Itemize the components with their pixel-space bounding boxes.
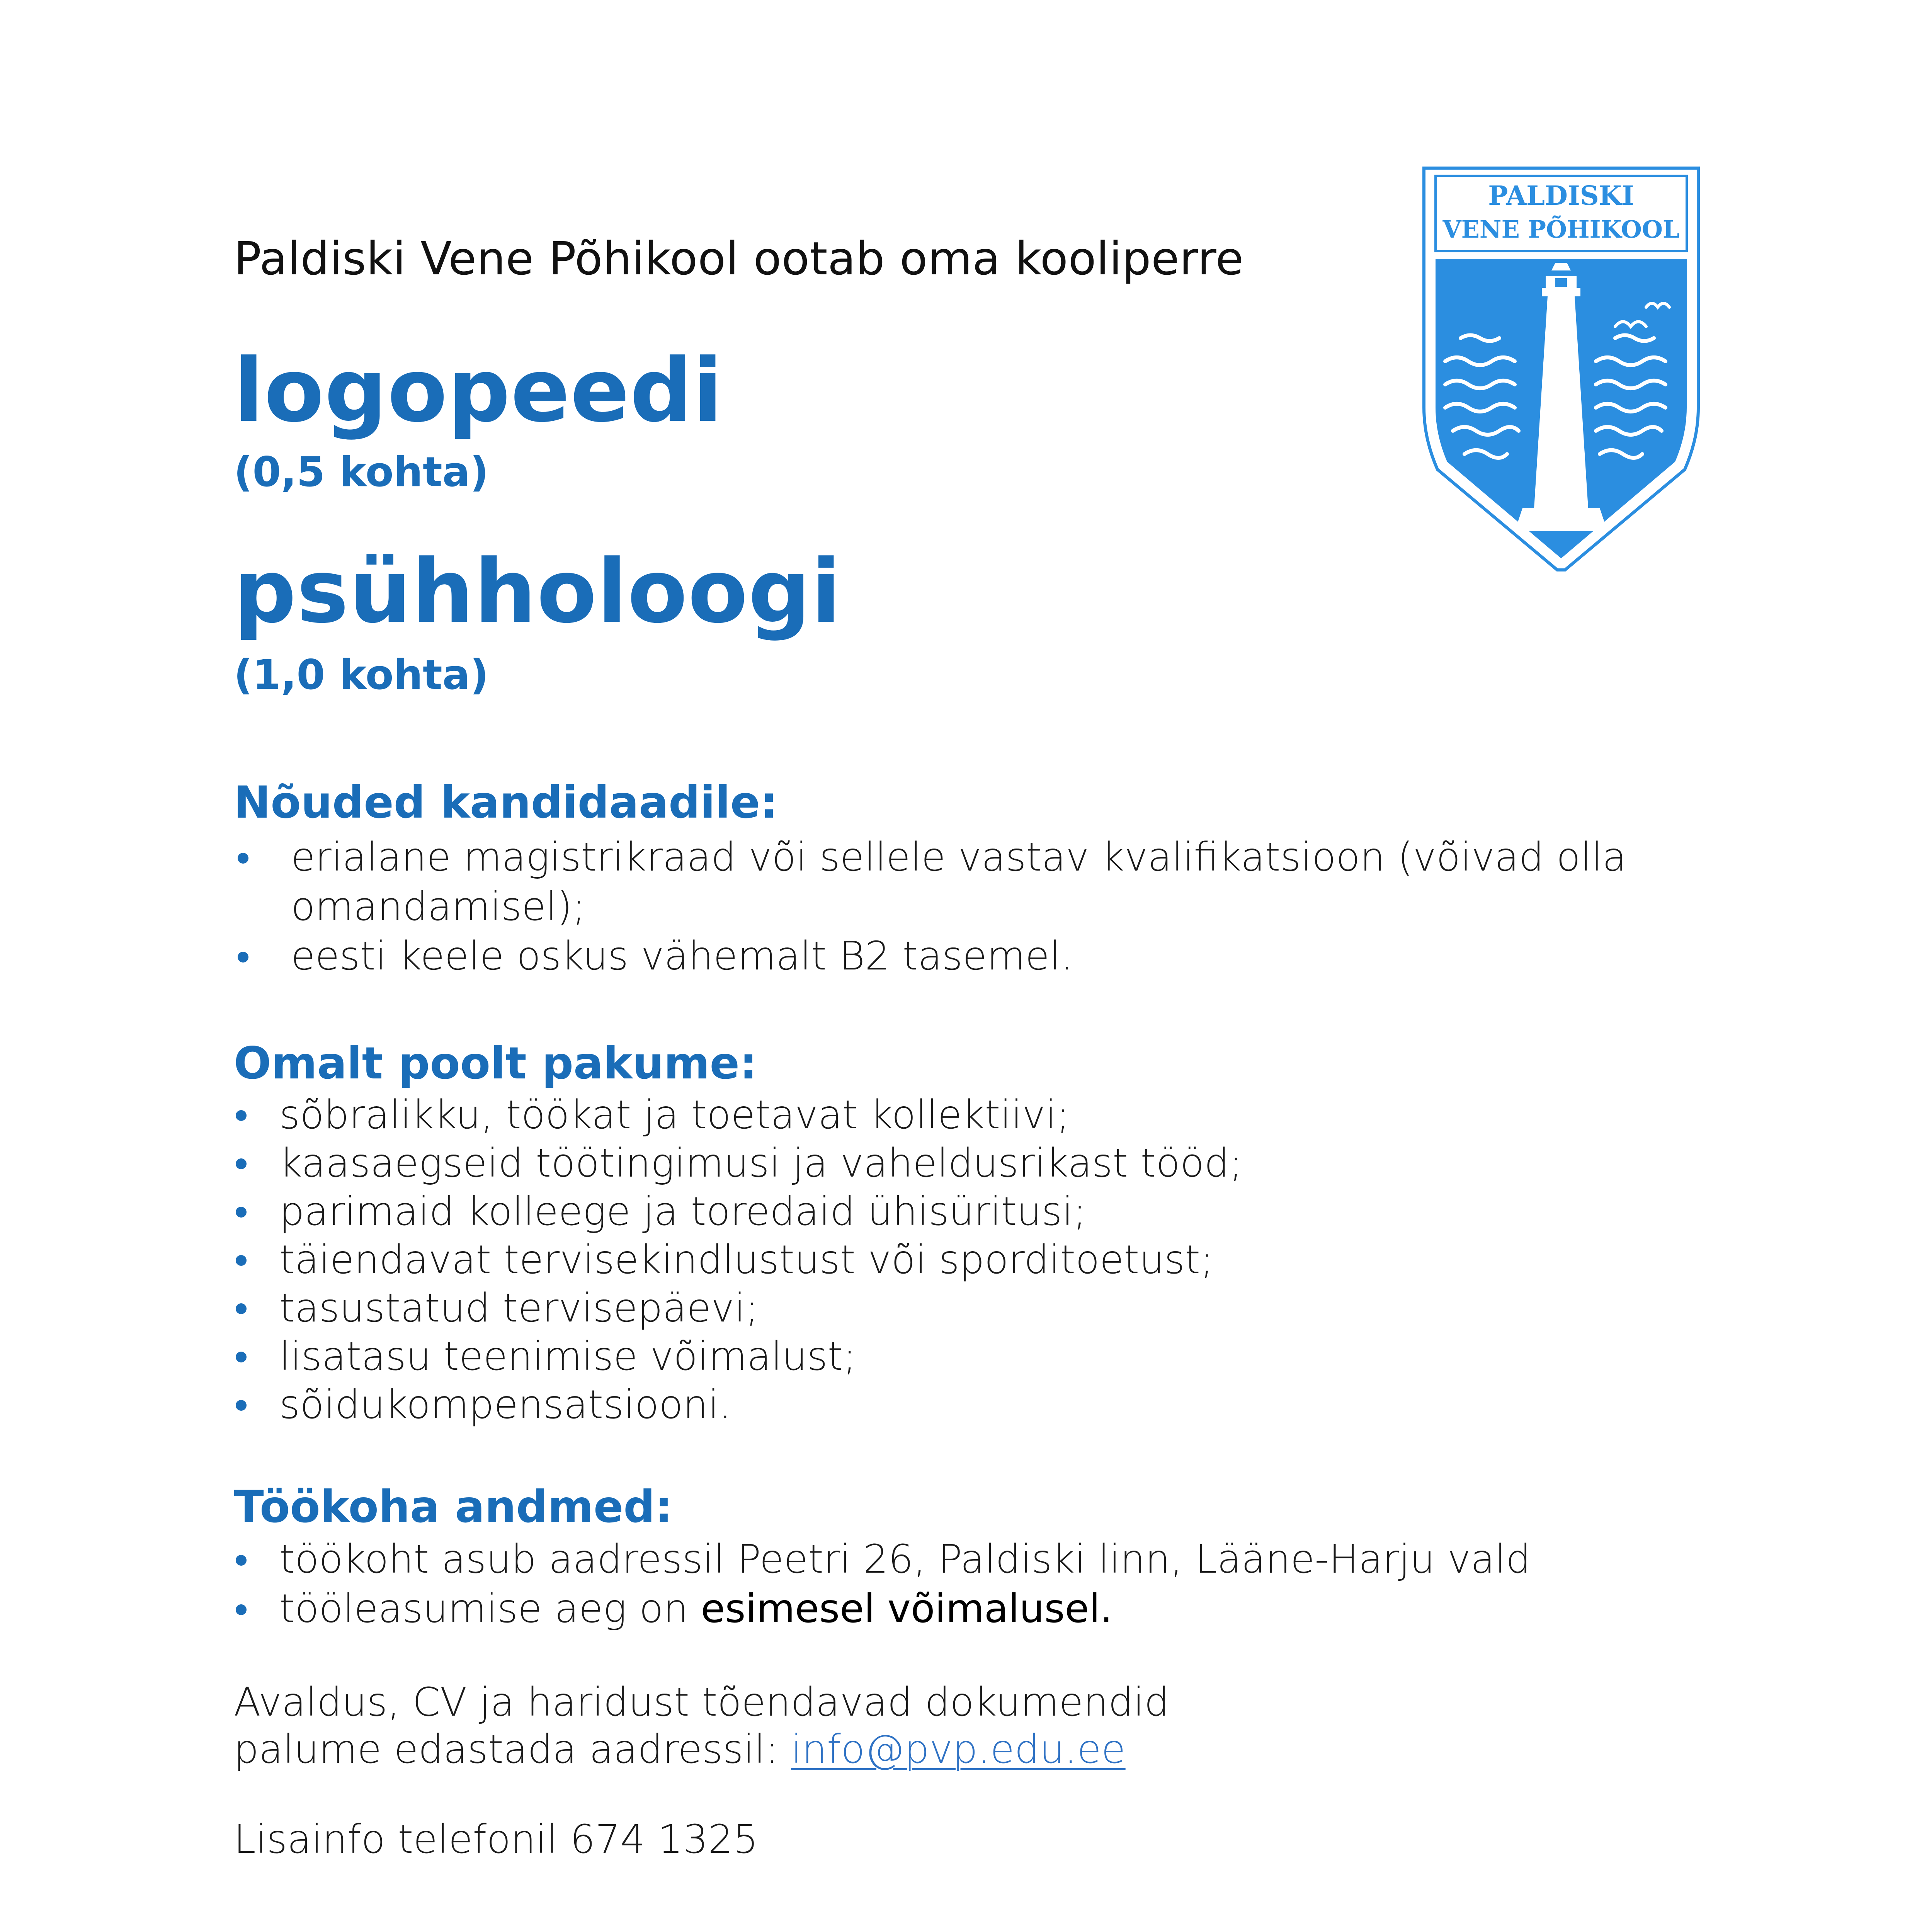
position-amount-speech-therapist: (0,5 kohta) [234,448,489,496]
offers-heading: Omalt poolt pakume: [234,1037,757,1089]
application-line-1: Avaldus, CV ja haridust tõendavad dokumendid [234,1679,1169,1725]
bullet-icon [236,1110,247,1121]
requirement-text: erialane magistrikraad või sellele vastav kvalifikatsioon (võivad olla omandamisel); [291,834,1627,930]
requirement-text: eesti keele oskus vähemalt B2 tasemel. [291,933,1073,979]
offer-text: lisatasu teenimise võimalust; [279,1333,856,1379]
list-item [234,932,1702,981]
bullet-icon [236,1303,247,1314]
bullet-icon [238,952,248,963]
position-title-psychologist: psühholoogi [234,541,842,643]
list-item [234,1381,1242,1429]
lighthouse-shield-icon [1414,160,1708,574]
offer-text: kaasaegseid töötingimusi ja vaheldusrikast tööd; [279,1140,1243,1186]
application-paragraph [234,1679,1169,1773]
list-item [234,1236,1242,1284]
offer-text: parimaid kolleege ja toredaid ühisüritusi; [279,1189,1087,1235]
school-logo [1414,160,1708,574]
bullet-icon [236,1400,247,1411]
bullet-icon [236,1555,247,1566]
contact-line: Lisainfo telefonil 674 1325 [234,1816,759,1862]
application-line-2 [234,1726,1169,1773]
list-item [234,833,1702,932]
offer-text: sõidukompensatsiooni. [279,1382,731,1428]
bullet-icon [236,1352,247,1362]
list-item [234,1535,1531,1584]
bullet-icon [236,1255,247,1266]
offers-list [234,1091,1242,1429]
job-location-text: töökoht asub aadressil Peetri 26, Paldiski linn, Lääne-Harju vald [279,1536,1531,1582]
svg-text:PALDISKI: PALDISKI [1488,180,1634,211]
list-item [234,1139,1242,1187]
bullet-icon [238,853,248,864]
intro-line: Paldiski Vene Põhikool ootab oma kooliperre [234,232,1244,285]
offer-text: sõbralikku, töökat ja toetavat kollektiivi; [279,1092,1070,1138]
job-start-value: esimesel võimalusel. [701,1586,1113,1632]
bullet-icon [236,1604,247,1615]
position-amount-psychologist: (1,0 kohta) [234,651,489,699]
list-item [234,1091,1242,1139]
job-data-list [234,1535,1531,1634]
list-item [234,1332,1242,1381]
offer-text: tasustatud tervisepäevi; [279,1285,759,1331]
list-item [234,1584,1531,1634]
requirements-list [234,833,1702,981]
svg-text:VENE PÕHIKOOL: VENE PÕHIKOOL [1442,215,1680,243]
offer-text: täiendavat tervisekindlustust või sporditoetust; [279,1237,1214,1283]
bullet-icon [236,1207,247,1218]
job-data-heading: Töökoha andmed: [234,1481,673,1532]
list-item [234,1284,1242,1332]
requirements-heading: Nõuded kandidaadile: [234,777,778,828]
job-start-prefix: tööleasumise aeg on [279,1586,701,1632]
list-item [234,1187,1242,1236]
application-line-2-prefix: palume edastada aadressil: [234,1726,791,1772]
position-title-speech-therapist: logopeedi [234,340,723,442]
bullet-icon [236,1158,247,1169]
email-link[interactable]: info@pvp.edu.ee [791,1726,1126,1772]
